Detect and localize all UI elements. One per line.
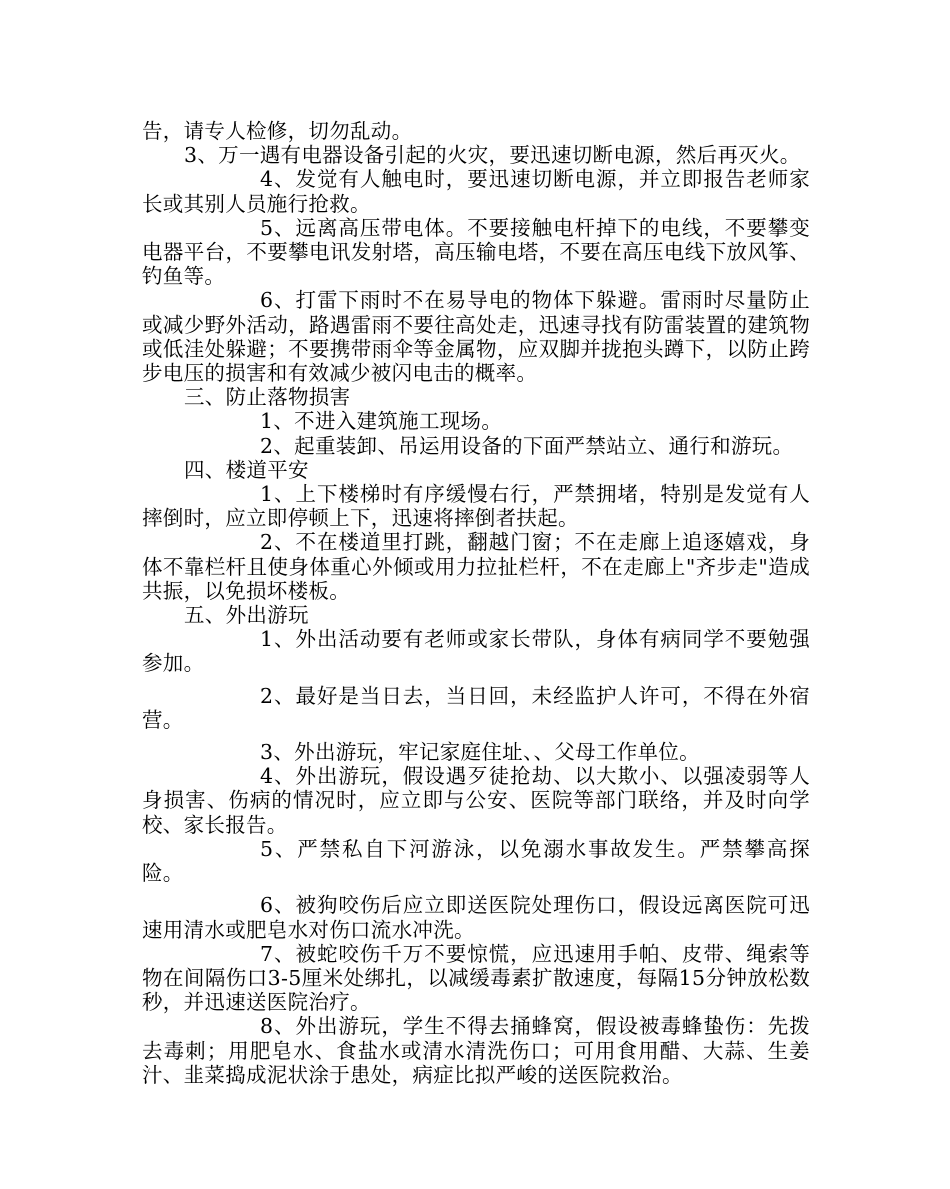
paragraph: 5、远离高压带电体。不要接触电杆掉下的电线，不要攀变电器平台，不要攀电讯发射塔，高压输电塔，不要在高压电线下放风筝、钓鱼等。 (142, 215, 810, 289)
paragraph: 3、万一遇有电器设备引起的火灾，要迅速切断电源，然后再灭火。 (184, 143, 801, 168)
paragraph-gap (142, 885, 810, 893)
paragraph: 8、外出游玩，学生不得去捅蜂窝，假设被毒蜂蛰伤：先拨去毒刺；用肥皂水、食盐水或清水清洗伤口；可用食用醋、大蒜、生姜汁、韭菜捣成泥状涂于患处，病症比拟严峻的送医院救治。 (142, 1014, 810, 1087)
paragraph: 2、不在楼道里打跳，翻越门窗；不在走廊上追逐嬉戏，身体不靠栏杆且使身体重心外倾或用力拉扯栏杆，不在走廊上"齐步走"造成共振，以免损坏楼板。 (142, 530, 810, 603)
paragraph: 2、起重装卸、吊运用设备的下面严禁站立、通行和游玩。 (260, 433, 794, 458)
paragraph: 4、发觉有人触电时，要迅速切断电源，并立即报告老师家长或其别人员施行抢救。 (142, 167, 810, 216)
paragraph: 4、外出游玩，假设遇歹徒抢劫、以大欺小、以强凌弱等人身损害、伤病的情况时，应立即与公安、医院等部门联络，并及时向学校、家长报告。 (142, 764, 810, 837)
paragraph: 3、外出游玩，牢记家庭住址、、父母工作单位。 (260, 740, 700, 765)
paragraph: 6、被狗咬伤后应立即送医院处理伤口，假设远离医院可迅速用清水或肥皂水对伤口流水冲洗。 (142, 893, 810, 942)
paragraph-gap (142, 676, 810, 684)
paragraph: 告，请专人检修，切勿乱动。 (142, 119, 413, 143)
paragraph: 五、外出游玩 (184, 603, 309, 628)
paragraph: 三、防止落物损害 (184, 385, 351, 410)
paragraph-gap (142, 732, 810, 740)
paragraph: 6、打雷下雨时不在易导电的物体下躲避。雷雨时尽量防止或减少野外活动，路遇雷雨不要往高处走，迅速寻找有防雷装置的建筑物或低洼处躲避；不要携带雨伞等金属物，应双脚并拢抱头蹲下，以防止跨步电压的损害和有效减少被闪电击的概率。 (142, 288, 810, 386)
paragraph: 2、最好是当日去，当日回，未经监护人许可，不得在外宿营。 (142, 683, 810, 732)
paragraph: 1、外出活动要有老师或家长带队，身体有病同学不要勉强参加。 (142, 627, 810, 676)
paragraph: 7、被蛇咬伤千万不要惊慌，应迅速用手帕、皮带、绳索等物在间隔伤口3-5厘米处绑扎，以减缓毒素扩散速度，每隔15分钟放松数秒，并迅速送医院治疗。 (142, 941, 810, 1015)
paragraph: 5、严禁私自下河游泳，以免溺水事故发生。严禁攀高探险。 (142, 836, 810, 886)
paragraph: 1、上下楼梯时有序缓慢右行，严禁拥堵，特别是发觉有人摔倒时，应立即停顿上下，迅速将摔倒者扶起。 (142, 482, 810, 531)
paragraph: 四、楼道平安 (184, 457, 309, 482)
paragraph: 1、不进入建筑施工现场。 (260, 409, 503, 434)
document-body (142, 119, 810, 1087)
